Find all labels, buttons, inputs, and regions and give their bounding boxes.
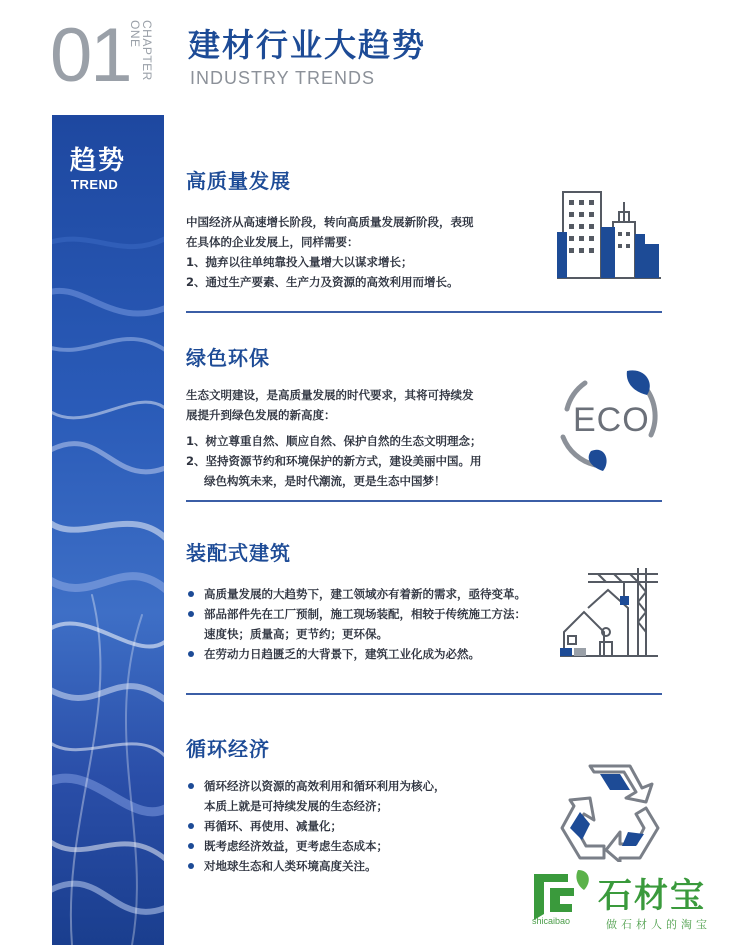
body-line: 展提升到绿色发展的新高度： bbox=[186, 408, 336, 422]
body-line: 中国经济从高速增长阶段，转向高质量发展新阶段，表现 bbox=[186, 215, 474, 229]
crane-construction-icon bbox=[558, 562, 662, 662]
sidebar-label: 趋势 bbox=[70, 146, 127, 176]
body-line: 2、通过生产要素、生产力及资源的高效利用而增长。 bbox=[186, 275, 459, 289]
highlight-line: 速度快；质量高；更节约；更环保。 bbox=[204, 627, 388, 641]
section-title: 绿色环保 bbox=[186, 346, 270, 370]
section-divider bbox=[186, 500, 662, 502]
marble-pattern bbox=[52, 115, 164, 945]
list-item: 本质上就是可持续发展的生态经济； bbox=[204, 799, 388, 813]
list-item: 高质量发展的大趋势下，建工领域亦有着新的需求，亟待变革。 bbox=[186, 584, 666, 604]
list-item: 再循环、再使用、减量化； bbox=[186, 816, 666, 836]
list-item: 在劳动力日趋匮乏的大背景下，建筑工业化成为必然。 bbox=[186, 644, 666, 664]
marble-side-band bbox=[52, 115, 164, 945]
brand-watermark bbox=[528, 866, 738, 936]
body-line: 生态文明建设，是高质量发展的时代要求，其将可持续发 bbox=[186, 388, 474, 402]
chapter-number: 01 bbox=[50, 13, 131, 98]
list-item: 对地球生态和人类环境高度关注。 bbox=[186, 856, 666, 876]
page-subtitle: INDUSTRY TRENDS bbox=[190, 68, 376, 88]
chapter-word: CHAPTER bbox=[140, 20, 154, 81]
eco-text: ECO bbox=[573, 401, 650, 439]
brand-tagline: 做石材人的淘宝 bbox=[606, 918, 711, 931]
chapter-vertical-label bbox=[128, 20, 154, 90]
list-item: 循环经济以资源的高效利用和循环利用为核心， bbox=[186, 776, 666, 796]
section-title: 循环经济 bbox=[186, 737, 270, 761]
sidebar-label-en: TREND bbox=[71, 177, 119, 192]
eco-leaf-icon bbox=[555, 365, 665, 475]
recycle-icon bbox=[560, 762, 660, 862]
body-line: 1、树立尊重自然、顺应自然、保护自然的生态文明理念； bbox=[186, 434, 482, 448]
body-line: 2、坚持资源节约和环境保护的新方式，建设美丽中国。用 bbox=[186, 454, 482, 468]
section-title: 装配式建筑 bbox=[186, 541, 291, 565]
city-buildings-icon bbox=[555, 182, 665, 282]
section-divider bbox=[186, 693, 662, 695]
list-item: 部品部件先在工厂预制，施工现场装配，相较于传统施工方法： bbox=[186, 604, 666, 624]
body-line: 1、抛弃以往单纯靠投入量增大以谋求增长； bbox=[186, 255, 413, 269]
brand-name-en: shicaibao bbox=[532, 916, 571, 926]
page-title: 建材行业大趋势 bbox=[188, 26, 427, 64]
section-title: 高质量发展 bbox=[186, 169, 291, 193]
section-divider bbox=[186, 311, 662, 313]
brand-name: 石材宝 bbox=[598, 876, 706, 916]
body-line: 绿色构筑未来，是时代潮流，更是生态中国梦！ bbox=[204, 474, 446, 488]
list-item: 既考虑经济效益，更考虑生态成本； bbox=[186, 836, 666, 856]
body-line: 在具体的企业发展上，同样需要： bbox=[186, 235, 359, 249]
chapter-word-one: ONE bbox=[128, 20, 142, 48]
